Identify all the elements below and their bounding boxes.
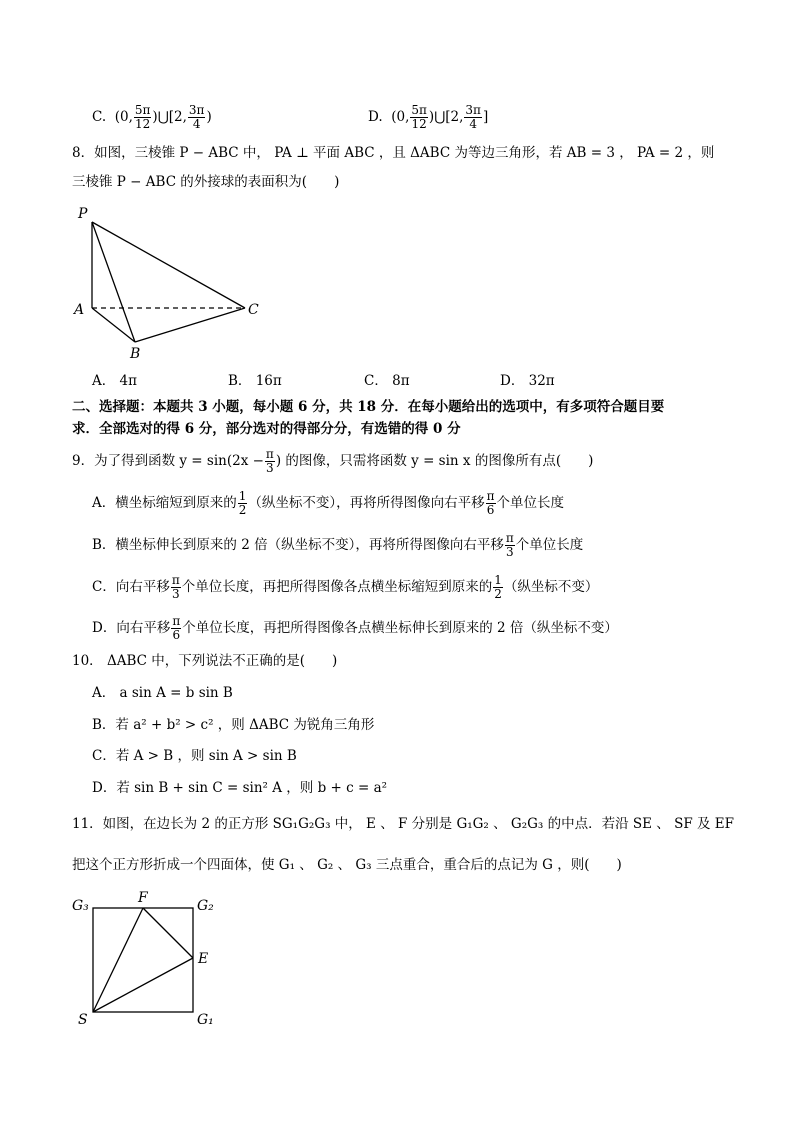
q7-option-d: D. (0, $\frac{5\pi}{12}$ )⋃[2, $\frac{3\pi}{4}$ ]: [368, 103, 489, 131]
q9-option-b: B．横坐标伸长到原来的 2 倍（纵坐标不变），再将所得图像向右平移 $\frac{\pi}{3}$ 个单位长度: [92, 531, 584, 559]
fraction: $\frac{3\pi}{4}$: [465, 103, 481, 131]
fraction: $\frac{\pi}{3}$: [505, 531, 514, 559]
fraction: $\frac{1}{2}$: [238, 489, 247, 517]
q9-option-c: C．向右平移 $\frac{\pi}{3}$ 个单位长度，再把所得图像各点横坐标缩短到原来的 $\frac{1}{2}$ （纵坐标不变）: [92, 573, 599, 601]
q11-stem-line2: 把这个正方形折成一个四面体，使 G₁ 、 G₂ 、 G₃ 三点重合，重合后的点记为 G ，则( ): [72, 857, 622, 873]
q10-option-a: A． a sin A = b sin B: [92, 685, 233, 701]
label-p: P: [78, 206, 88, 222]
q8-option-a: A． 4π: [92, 373, 138, 389]
q11-square-figure: [70, 888, 230, 1038]
fraction: $\frac{1}{2}$: [494, 573, 502, 601]
fraction: $\frac{\pi}{3}$: [265, 447, 274, 475]
q10-option-d: D．若 sin B + sin C = sin² A ，则 b + c = a²: [92, 780, 388, 796]
q8-pyramid-figure: [70, 202, 270, 362]
fraction: $\frac{\pi}{6}$: [486, 489, 495, 517]
q8-stem-line2: 三棱锥 P − ABC 的外接球的表面积为( ): [72, 174, 340, 190]
label-g3: G₃: [72, 898, 89, 914]
fraction: $\frac{\pi}{6}$: [172, 614, 181, 642]
label-a: A: [74, 302, 85, 318]
fraction: $\frac{\pi}{3}$: [171, 573, 180, 601]
fraction: $\frac{3\pi}{4}$: [188, 103, 205, 131]
q8-stem-line1: 8．如图，三棱锥 P − ABC 中， PA ⊥ 平面 ABC ，且 ΔABC 为等边三角形，若 AB = 3 ， PA = 2 ，则: [72, 145, 715, 161]
q7-option-c: C. (0, $\frac{5\pi}{12}$ )⋃[2, $\frac{3\pi}{4}$ ): [92, 103, 212, 131]
label-c: C: [248, 302, 259, 318]
q9-option-a: A．横坐标缩短到原来的 $\frac{1}{2}$ （纵坐标不变），再将所得图像向右平移 $\frac{\pi}{6}$ 个单位长度: [92, 489, 565, 517]
q9-stem: 9．为了得到函数 y = sin(2x − $\frac{\pi}{3}$ ) 的图像，只需将函数 y = sin x 的图像所有点( ): [72, 447, 594, 475]
q8-option-c: C． 8π: [364, 373, 410, 389]
q10-option-c: C．若 A > B ，则 sin A > sin B: [92, 748, 297, 764]
fraction: $\frac{5\pi}{12}$: [134, 103, 151, 131]
section2-heading-line2: 求．全部选对的得 6 分，部分选对的得部分分，有选错的得 0 分: [72, 421, 461, 437]
q9-option-d: D．向右平移 $\frac{\pi}{6}$ 个单位长度，再把所得图像各点横坐标伸长到原来的 2 倍（纵坐标不变）: [92, 614, 618, 642]
q10-stem: 10． ΔABC 中，下列说法不正确的是( ): [72, 653, 338, 669]
label-b: B: [130, 346, 141, 362]
section2-heading-line1: 二、选择题：本题共 3 小题，每小题 6 分，共 18 分．在每小题给出的选项中，有多项符合题目要: [72, 399, 665, 415]
q8-option-b: B． 16π: [228, 373, 282, 389]
q11-stem-line1: 11．如图，在边长为 2 的正方形 SG₁G₂G₃ 中， E 、 F 分别是 G₁G₂ 、 G₂G₃ 的中点．若沿 SE 、 SF 及 EF: [72, 816, 735, 832]
label-g1: G₁: [197, 1012, 214, 1028]
q8-option-d: D． 32π: [500, 373, 555, 389]
label-f: F: [138, 890, 148, 906]
label-g2: G₂: [197, 898, 214, 914]
label-e: E: [198, 951, 209, 967]
q10-option-b: B．若 a² + b² > c² ，则 ΔABC 为锐角三角形: [92, 717, 375, 733]
fraction: $\frac{5\pi}{12}$: [411, 103, 427, 131]
label-s: S: [78, 1012, 88, 1028]
